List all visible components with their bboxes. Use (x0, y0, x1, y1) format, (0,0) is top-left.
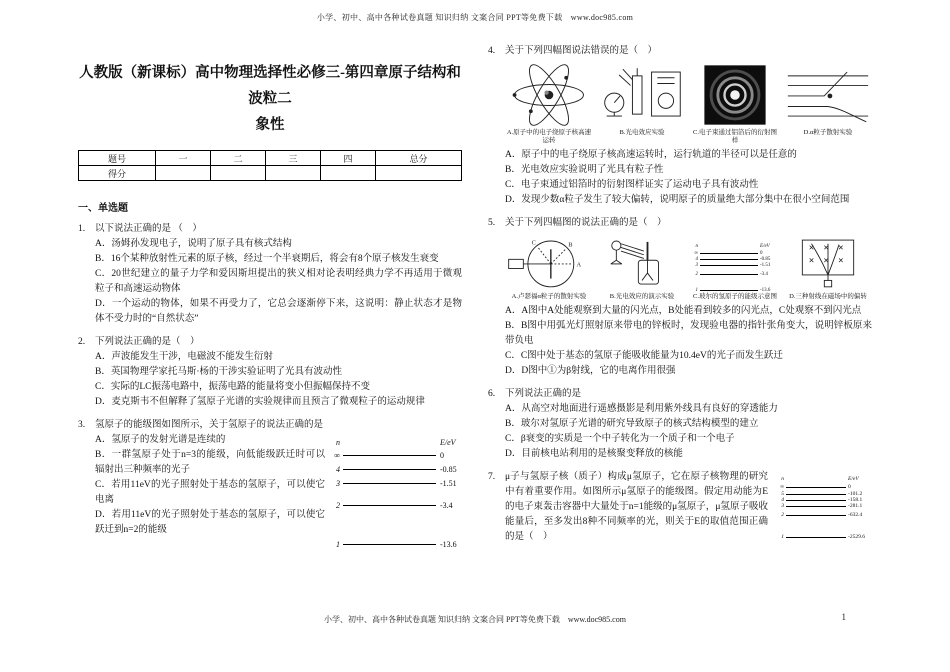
q6-option-b: B．玻尔对氢原子光谱的研究导致原子的核式结构模型的建立 (505, 419, 759, 429)
footer-text: 小学、初中、高中各种试卷真题 知识归纳 文案合同 PPT等免费下载 www.doc985.com (324, 615, 626, 624)
question-7-stem: μ子与氢原子核（质子）构成μ氢原子，它在原子核物理的研究中有着重要作用。如图所示μ氢原子的能级图。假定用动能为E的电子束轰击容器中大量处于n=1能级的μ氢原子，μ氢原子吸收能量后，至多发出8种不同频率的光，则关于E的取值范围正确的是（ ） (505, 472, 768, 542)
energy-level-row: 4 -0.85 (336, 465, 457, 474)
right-column (488, 44, 872, 547)
photoelectric-demo-icon (598, 235, 686, 291)
q6-option-a: A．从高空对地面进行遥感摄影是利用紫外线具有良好的穿透能力 (505, 404, 778, 414)
energy-level-row: 5 -101.2 (781, 491, 863, 497)
question-7-number: 7. (488, 472, 496, 482)
atom-model-icon (505, 63, 593, 127)
q4-figure-b-caption: B.光电效应实验 (619, 129, 665, 136)
q5-figure-d (784, 235, 872, 301)
score-row-label: 得分 (79, 166, 156, 181)
q3-option-c: C．若用11eV的光子照射处于基态的氢原子，可以使它电离 (95, 480, 325, 505)
q4-figure-d-caption: D.α粒子散射实验 (803, 129, 853, 136)
question-3-stem: 氢原子的能级图如图所示，关于氢原子的说法正确的是 (95, 420, 324, 430)
score-header-cell: 三 (266, 151, 321, 166)
score-header-cell: 二 (211, 151, 266, 166)
energy-level-row: 3 -1.51 (336, 479, 457, 488)
q5-option-d: D．D图中①为β射线，它的电离作用很强 (505, 366, 676, 376)
q3-option-b: B．一群氢原子处于n=3的能级，向低能级跃迁时可以辐射出三种频率的光子 (95, 450, 325, 475)
q2-option-b: B．英国物理学家托马斯·杨的干涉实验证明了光具有波动性 (95, 367, 343, 377)
question-4 (488, 44, 872, 208)
energy-level-row: 2 -3.4 (336, 501, 453, 510)
question-1-stem: 以下说法正确的是 （ ） (95, 224, 202, 234)
energy-level-row: 4 -0.85 (695, 257, 771, 262)
question-5-number: 5. (488, 218, 496, 228)
q5-figure-c (691, 235, 779, 301)
score-table-header-row (79, 151, 462, 166)
q1-option-a: A．汤姆孙发现电子，说明了原子具有核式结构 (95, 239, 292, 249)
hydrogen-energy-levels-icon (691, 235, 779, 291)
q5-option-b: B．B图中用弧光灯照射原来带电的锌板时，发现验电器的指针张角变大，说明锌板原来带负电 (505, 321, 872, 346)
question-4-stem: 关于下列四幅图说法错误的是（ ） (505, 46, 658, 56)
screen-label-c: C (531, 239, 536, 247)
energy-level-row: 2 -632.4 (781, 512, 863, 518)
energy-level-row: 3 -1.51 (695, 263, 771, 268)
page-footer (0, 614, 950, 625)
energy-diagram-axis-labels: n E/eV (781, 476, 859, 482)
question-5-stem: 关于下列四幅图的说法正确的是（ ） (505, 218, 667, 228)
screen-label-a: A (576, 261, 582, 269)
question-7 (488, 470, 872, 545)
score-header-cell: 题号 (79, 151, 156, 166)
q2-option-d: D．麦克斯韦不但解释了氢原子光谱的实验规律而且预言了微观粒子的运动规律 (95, 397, 425, 407)
score-empty-cell (321, 166, 376, 181)
question-2 (78, 335, 462, 410)
energy-level-row: 2 -3.4 (695, 272, 768, 277)
energy-diagram-axis-labels: n E/eV (336, 438, 456, 447)
doc-title-line2: 象性 (255, 117, 285, 133)
section-heading: 一、单选题 (78, 203, 128, 214)
q5-figure-c-caption: C.玻尔的氢原子的能级示意图 (693, 293, 777, 300)
question-1-number: 1. (78, 224, 86, 234)
question-7-body (505, 470, 872, 545)
question-5 (488, 216, 872, 379)
q7-energy-diagram (776, 472, 872, 540)
energy-diagram-axis-labels: n E/eV (695, 244, 770, 249)
q4-figure-strip (505, 63, 872, 145)
q4-option-a: A．原子中的电子绕原子核高速运转时，运行轨道的半径可以是任意的 (505, 150, 797, 160)
energy-level-row: 1 -13.6 (336, 540, 457, 549)
question-3 (78, 418, 462, 547)
question-1 (78, 222, 462, 327)
q5-figure-a-caption: A.卢瑟福α粒子的散射实验 (511, 293, 587, 300)
question-6 (488, 387, 872, 462)
q4-figure-a-caption: A.原子中的电子绕原子核高速运转 (506, 129, 592, 144)
q5-figure-a (505, 235, 593, 301)
rutherford-scattering-apparatus-icon (505, 235, 593, 291)
question-3-number: 3. (78, 420, 86, 430)
q1-option-c: C．20世纪建立的量子力学和爱因斯坦提出的狭义相对论表明经典力学不再适用于微观粒子和高速运动物体 (95, 269, 462, 294)
q4-option-c: C．电子束通过铝箔时的衍射图样证实了运动电子具有波动性 (505, 180, 759, 190)
page-header (0, 12, 950, 23)
question-2-number: 2. (78, 337, 86, 347)
q6-option-c: C．β衰变的实质是一个中子转化为一个质子和一个电子 (505, 434, 735, 444)
score-header-cell: 四 (321, 151, 376, 166)
energy-level-row: 3 -281.1 (781, 503, 863, 509)
q5-option-a: A．A图中A处能观察到大量的闪光点，B处能看到较多的闪光点，C处观察不到闪光点 (505, 306, 862, 316)
doc-title (78, 60, 462, 138)
q5-figure-c-levels (692, 239, 778, 289)
q3-energy-diagram (329, 435, 469, 547)
energy-level-row: ∞ 0 (694, 251, 763, 256)
photoelectric-apparatus-icon (598, 63, 686, 127)
q6-option-d: D．目前核电站利用的是核聚变释放的核能 (505, 449, 683, 459)
q2-option-a: A．声波能发生干涉，电磁波不能发生衍射 (95, 352, 273, 362)
page-number: 1 (841, 612, 846, 622)
energy-level-row: 1 -2529.6 (781, 534, 865, 540)
q4-figure-a (505, 63, 593, 145)
q5-figure-strip (505, 235, 872, 301)
question-6-stem: 下列说法正确的是 (505, 389, 582, 399)
q4-option-b: B．光电效应实验说明了光具有粒子性 (505, 165, 664, 175)
energy-level-row: ∞ 0 (334, 451, 444, 460)
q1-option-b: B．16个某种放射性元素的原子核，经过一个半衰期后，将会有8个原子核发生衰变 (95, 254, 439, 264)
q3-option-a: A．氢原子的发射光谱是连续的 (95, 435, 226, 445)
energy-level-row: 4 -158.1 (781, 497, 863, 503)
q5-figure-b (598, 235, 686, 301)
doc-title-line1: 人教版（新课标）高中物理选择性必修三-第四章原子结构和波粒二 (79, 65, 461, 107)
rays-in-magnetic-field-icon (784, 235, 872, 291)
score-table-score-row (79, 166, 462, 181)
score-header-cell: 总分 (376, 151, 462, 166)
q4-figure-d (784, 63, 872, 145)
q4-figure-c (691, 63, 779, 145)
energy-level-row: ∞ 0 (780, 484, 851, 490)
q1-option-d: D．一个运动的物体，如果不再受力了，它总会逐渐停下来，这说明：静止状态才是物体不受力时的“自然状态” (95, 299, 462, 324)
q2-option-c: C．实际的LC振荡电路中，振荡电路的能量将变小但振幅保持不变 (95, 382, 370, 392)
question-4-number: 4. (488, 46, 496, 56)
score-empty-cell (376, 166, 462, 181)
screen-label-b: B (568, 241, 573, 249)
energy-level-row: 1 -13.6 (695, 288, 771, 291)
question-6-number: 6. (488, 389, 496, 399)
q3-option-d: D．若用11eV的光子照射处于基态的氢原子，可以使它跃迁到n=2的能级 (95, 510, 325, 535)
score-empty-cell (266, 166, 321, 181)
content-columns (78, 44, 872, 547)
question-2-stem: 下列说法正确的是（ ） (95, 337, 200, 347)
q4-option-d: D．发现少数α粒子发生了较大偏转，说明原子的质量绝大部分集中在很小空间范围 (505, 195, 850, 205)
header-text: 小学、初中、高中各种试卷真题 知识归纳 文案合同 PPT等免费下载 www.doc985.com (316, 13, 634, 22)
score-empty-cell (156, 166, 211, 181)
alpha-scattering-icon (784, 63, 872, 127)
diffraction-rings-icon (691, 63, 779, 127)
q5-figure-d-caption: D.三种射线在磁场中的偏转 (789, 293, 867, 300)
score-header-cell: 一 (156, 151, 211, 166)
left-column (78, 44, 462, 547)
q5-figure-b-caption: B.光电效应的演示实验 (609, 293, 675, 300)
q4-figure-b (598, 63, 686, 145)
q5-option-c: C．C图中处于基态的氢原子能吸收能量为10.4eV的光子而发生跃迁 (505, 351, 783, 361)
q4-figure-c-caption: C.电子束通过铝箔后的衍射图样 (693, 129, 777, 144)
score-table (78, 150, 462, 181)
score-empty-cell (211, 166, 266, 181)
